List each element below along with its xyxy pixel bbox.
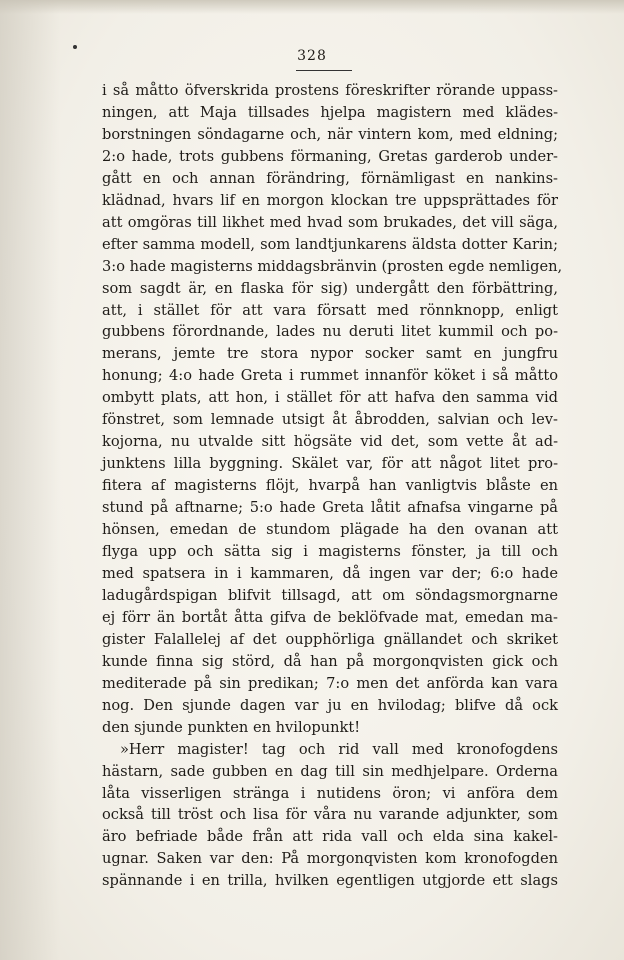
text-line: hästarn, sade gubben en dag till sin medhjelpare. Orderna (102, 762, 558, 780)
text-line: mediterade på sin predikan; 7:o men det anförda kan vara (102, 674, 558, 692)
text-line: 3:o hade magisterns middagsbränvin (prosten egde nemligen, (102, 257, 563, 275)
text-line: merans, jemte tre stora nypor socker samt en jungfru (102, 345, 558, 363)
text-line: också till tröst och lisa för våra nu varande adjunkter, som (102, 806, 558, 824)
text-line: 2:o hade, trots gubbens förmaning, Gretas garderob under- (102, 147, 558, 165)
text-line: gister Falallelej af det oupphörliga gnällandet och skriket (102, 630, 558, 648)
text-line: ej förr än bortåt åtta gifva de beklöfvade mat, emedan ma- (102, 608, 558, 626)
text-line: fitera af magisterns flöjt, hvarpå han vanligtvis blåste en (102, 477, 558, 495)
text-line: låta visserligen stränga i nutidens öron; vi anföra dem (102, 784, 558, 802)
text-line: ladugårdspigan blifvit tillsagd, att om söndagsmorgnarne (102, 586, 558, 604)
page-left-shadow (0, 0, 60, 960)
text-line: fönstret, som lemnade utsigt åt åbrodden, salvian och lev- (102, 411, 558, 429)
text-line: kojorna, nu utvalde sitt högsäte vid det, som vette åt ad- (102, 433, 558, 451)
text-line: honung; 4:o hade Greta i rummet innanför köket i så måtto (102, 367, 558, 385)
page-top-edge (0, 0, 624, 14)
text-line: nog. Den sjunde dagen var ju en hvilodag; blifve då ock (102, 696, 558, 714)
text-line: stund på aftnarne; 5:o hade Greta låtit afnafsa vingarne på (102, 499, 558, 517)
text-line: som sagdt är, en flaska för sig) undergått den förbättring, (102, 279, 558, 297)
text-line: klädnad, hvars lif en morgon klockan tre uppsprättades för (102, 191, 558, 209)
text-line: efter samma modell, som landtjunkarens äldsta dotter Karin; (102, 235, 558, 253)
page-number: 328 (297, 48, 327, 64)
text-line: att omgöras till likhet med hvad som brukades, det vill säga, (102, 213, 558, 231)
text-line: hönsen, emedan de stundom plägade ha den ovanan att (102, 521, 558, 539)
text-line: spännande i en trilla, hvilken egentligen utgjorde ett slags (102, 872, 558, 890)
text-line: den sjunde punkten en hvilopunkt! (102, 718, 361, 736)
text-line: »Herr magister! tag och rid vall med kronofogdens (120, 740, 558, 758)
text-line: gubbens förordnande, lades nu deruti litet kummil och po- (102, 323, 558, 341)
text-line: borstningen söndagarne och, när vintern kom, med eldning; (102, 125, 558, 143)
header-rule (296, 70, 352, 71)
text-line: ugnar. Saken var den: På morgonqvisten kom kronofogden (102, 850, 558, 868)
text-line: med spatsera in i kammaren, då ingen var der; 6:o hade (102, 564, 558, 582)
text-line: flyga upp och sätta sig i magisterns fönster, ja till och (102, 543, 558, 561)
text-line: i så måtto öfverskrida prostens föreskrifter rörande uppass- (102, 82, 558, 99)
body-text (102, 80, 563, 892)
text-line: gått en och annan förändring, förnämligast en nankins- (102, 169, 558, 187)
text-line: ningen, att Maja tillsades hjelpa magistern med klädes- (102, 103, 558, 121)
text-line: att, i stället för att vara försatt med rönnknopp, enligt (102, 301, 558, 319)
text-line: äro befriade både från att rida vall och elda sina kakel- (102, 828, 558, 846)
text-line: ombytt plats, att hon, i stället för att hafva den samma vid (102, 389, 558, 407)
text-line: kunde finna sig störd, då han på morgonqvisten gick och (102, 652, 558, 670)
text-line: junktens lilla byggning. Skälet var, för att något litet pro- (102, 455, 558, 473)
